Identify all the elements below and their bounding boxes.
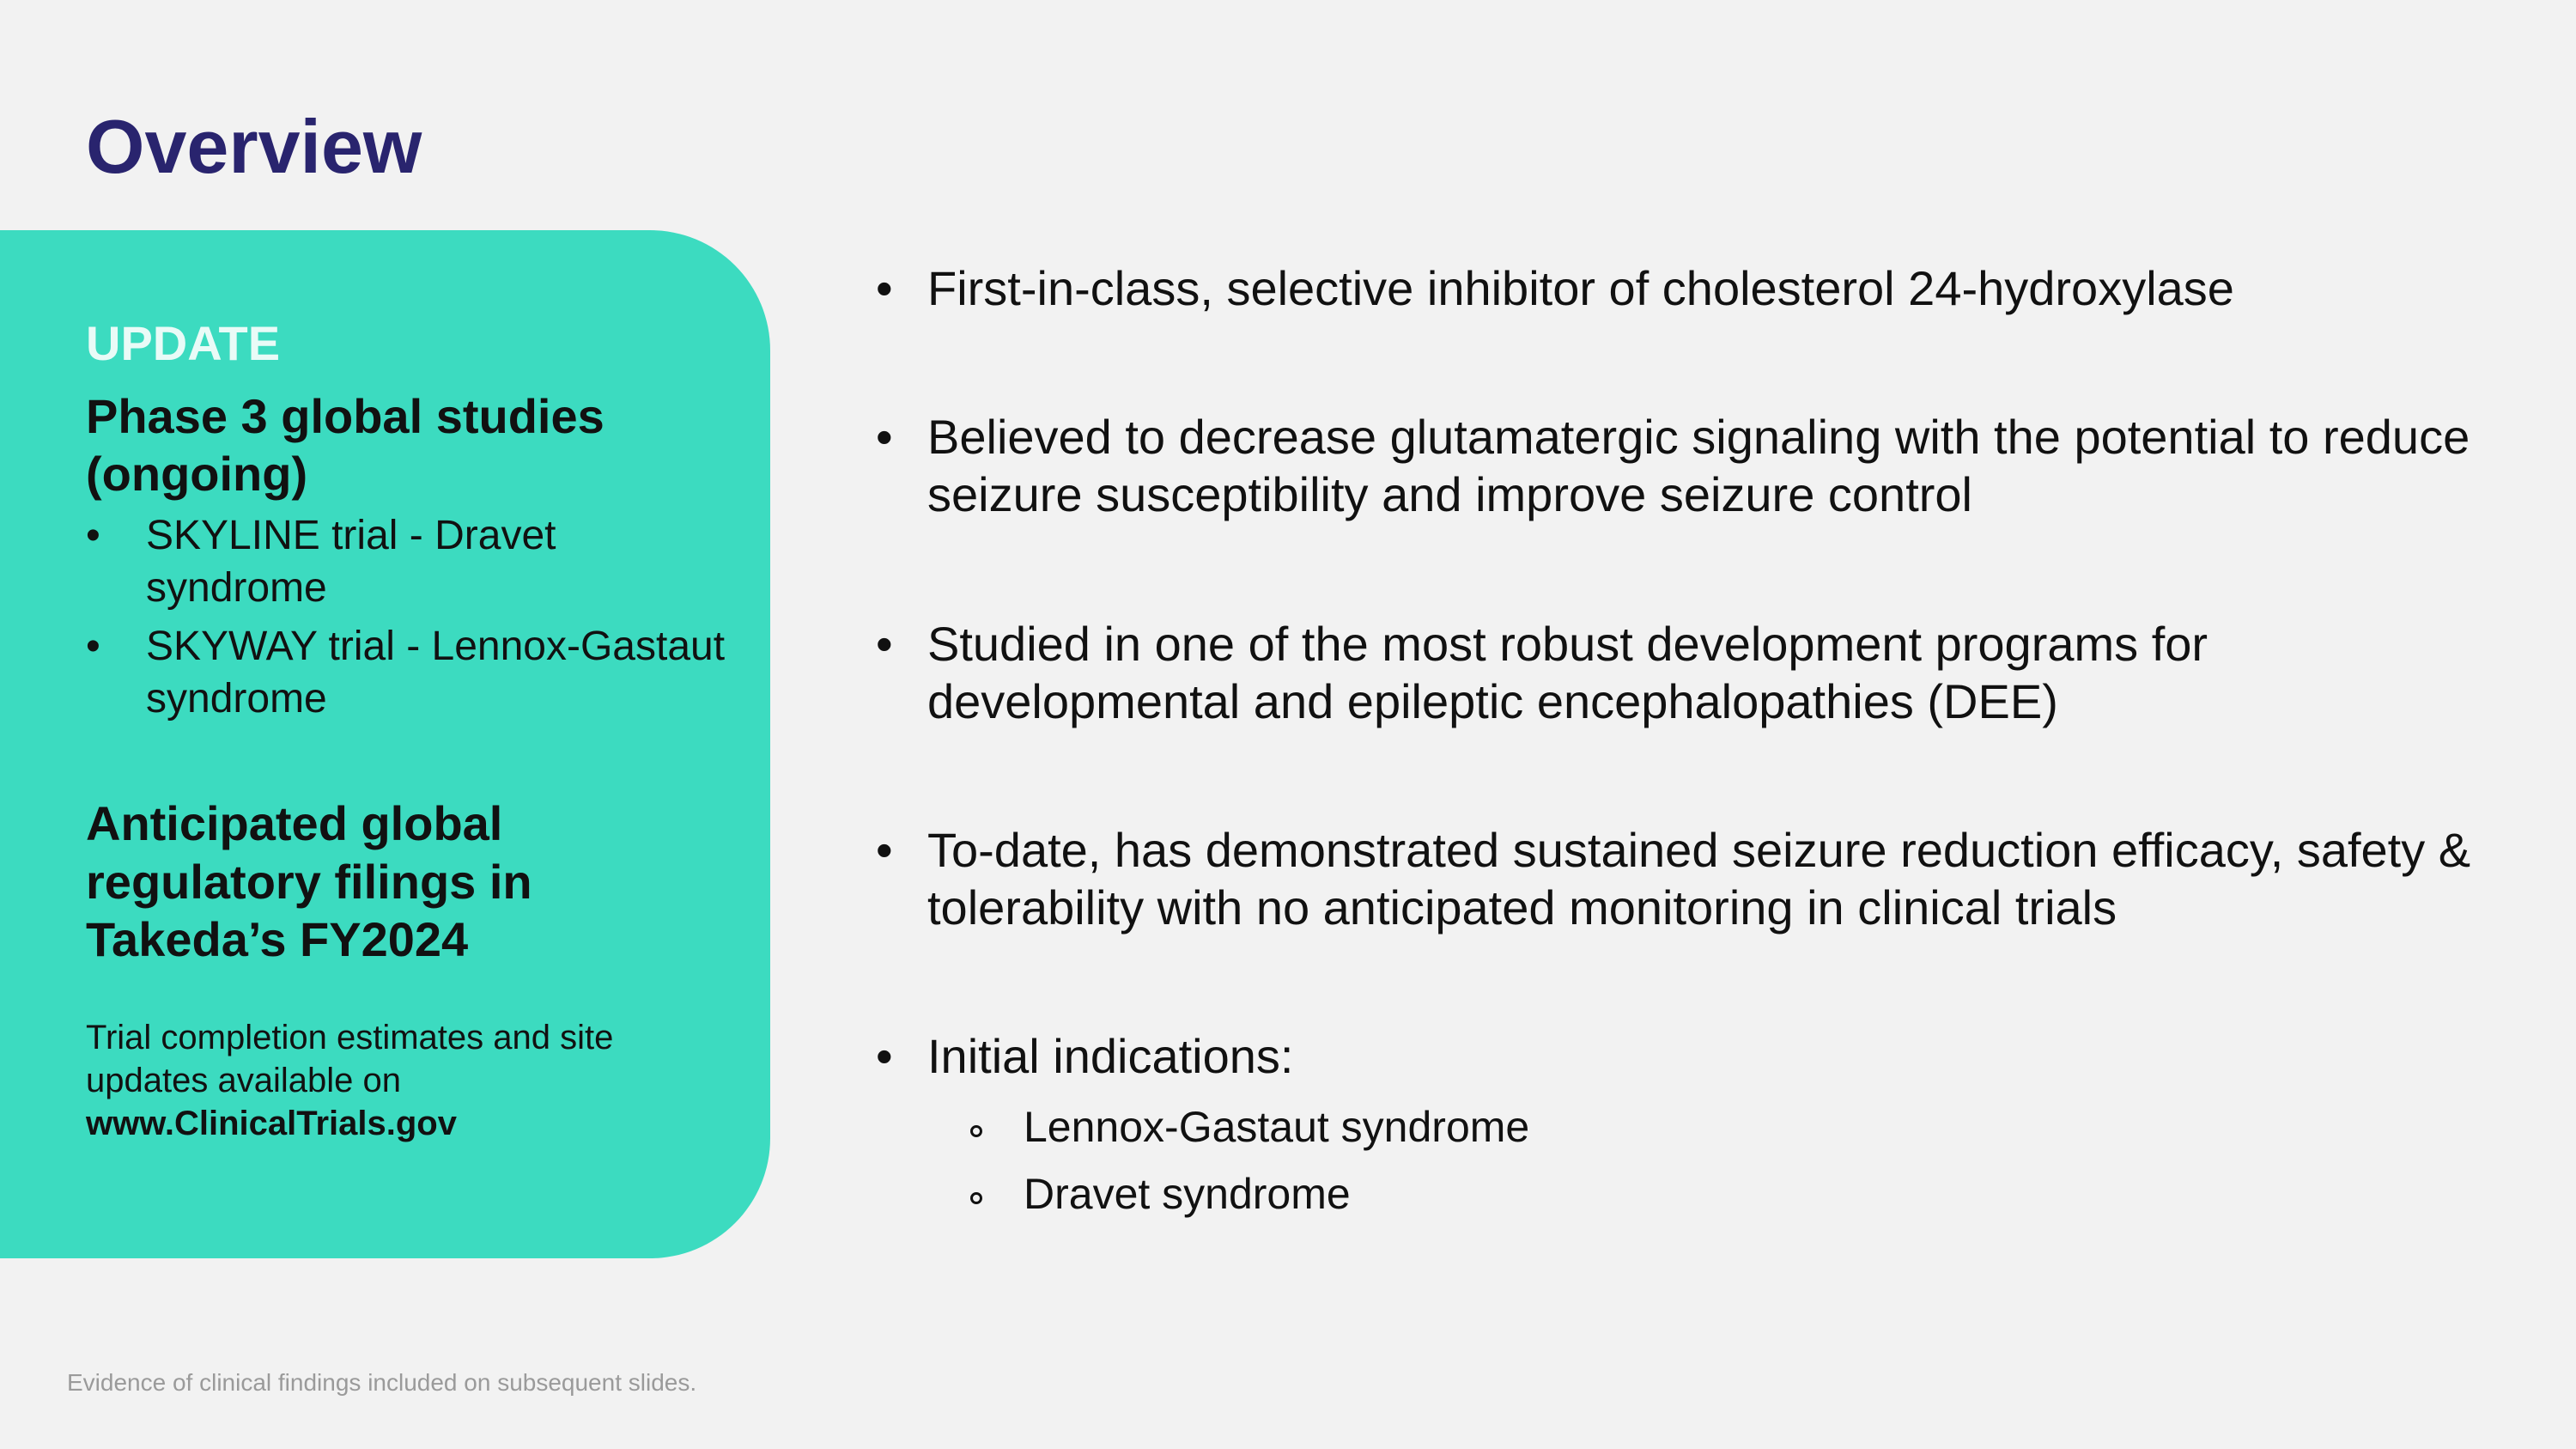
bullet-icon: • (876, 822, 893, 877)
circle-bullet-icon (970, 1192, 982, 1204)
circle-bullet-icon (970, 1125, 982, 1137)
note-text: Trial completion estimates and site updates available on (86, 1018, 614, 1099)
bullet-text: Studied in one of the most robust development programs for developmental and epileptic encephalopathies (DEE) (927, 616, 2208, 728)
update-panel (0, 230, 770, 1258)
list-item (876, 1027, 2507, 1219)
indication-text: Lennox-Gastaut syndrome (1024, 1102, 1530, 1151)
bullet-icon: • (876, 410, 893, 465)
list-item (86, 621, 738, 726)
clinicaltrials-link[interactable]: www.ClinicalTrials.gov (86, 1104, 457, 1142)
list-item (86, 510, 738, 615)
bullet-icon: • (876, 261, 893, 315)
bullet-icon: • (86, 624, 100, 670)
bullet-icon: • (876, 1029, 893, 1084)
list-item (927, 1101, 2507, 1153)
bullet-icon: • (876, 616, 893, 671)
trial-text: SKYWAY trial - Lennox-Gastaut syndrome (146, 624, 726, 722)
footnote: Evidence of clinical findings included on subsequent slides. (67, 1369, 697, 1396)
overview-bullets (876, 259, 2507, 1235)
list-item (876, 408, 2507, 523)
list-item (876, 821, 2507, 936)
indications-list (927, 1101, 2507, 1220)
indication-text: Dravet syndrome (1024, 1169, 1351, 1218)
bullet-icon: • (86, 512, 100, 558)
filings-heading: Anticipated global regulatory filings in Takeda’s FY2024 (86, 796, 532, 966)
trial-note (86, 1016, 738, 1145)
trial-text: SKYLINE trial - Dravet syndrome (146, 512, 556, 611)
bullet-text: Initial indications: (927, 1029, 1294, 1084)
phase3-heading: Phase 3 global studies (ongoing) (86, 389, 605, 502)
list-item (876, 615, 2507, 730)
trial-list (86, 510, 738, 727)
page-title: Overview (86, 104, 422, 189)
list-item (927, 1168, 2507, 1220)
list-item (876, 259, 2507, 317)
bullet-text: Believed to decrease glutamatergic signaling with the potential to reduce seizure susceptibility and improve seizure control (927, 410, 2470, 522)
bullet-text: To-date, has demonstrated sustained seizure reduction efficacy, safety & tolerability with no anticipated monitoring in clinical trials (927, 822, 2471, 935)
update-label: UPDATE (86, 316, 281, 370)
update-panel-content (86, 314, 738, 1145)
bullet-text: First-in-class, selective inhibitor of cholesterol 24-hydroxylase (927, 261, 2234, 315)
